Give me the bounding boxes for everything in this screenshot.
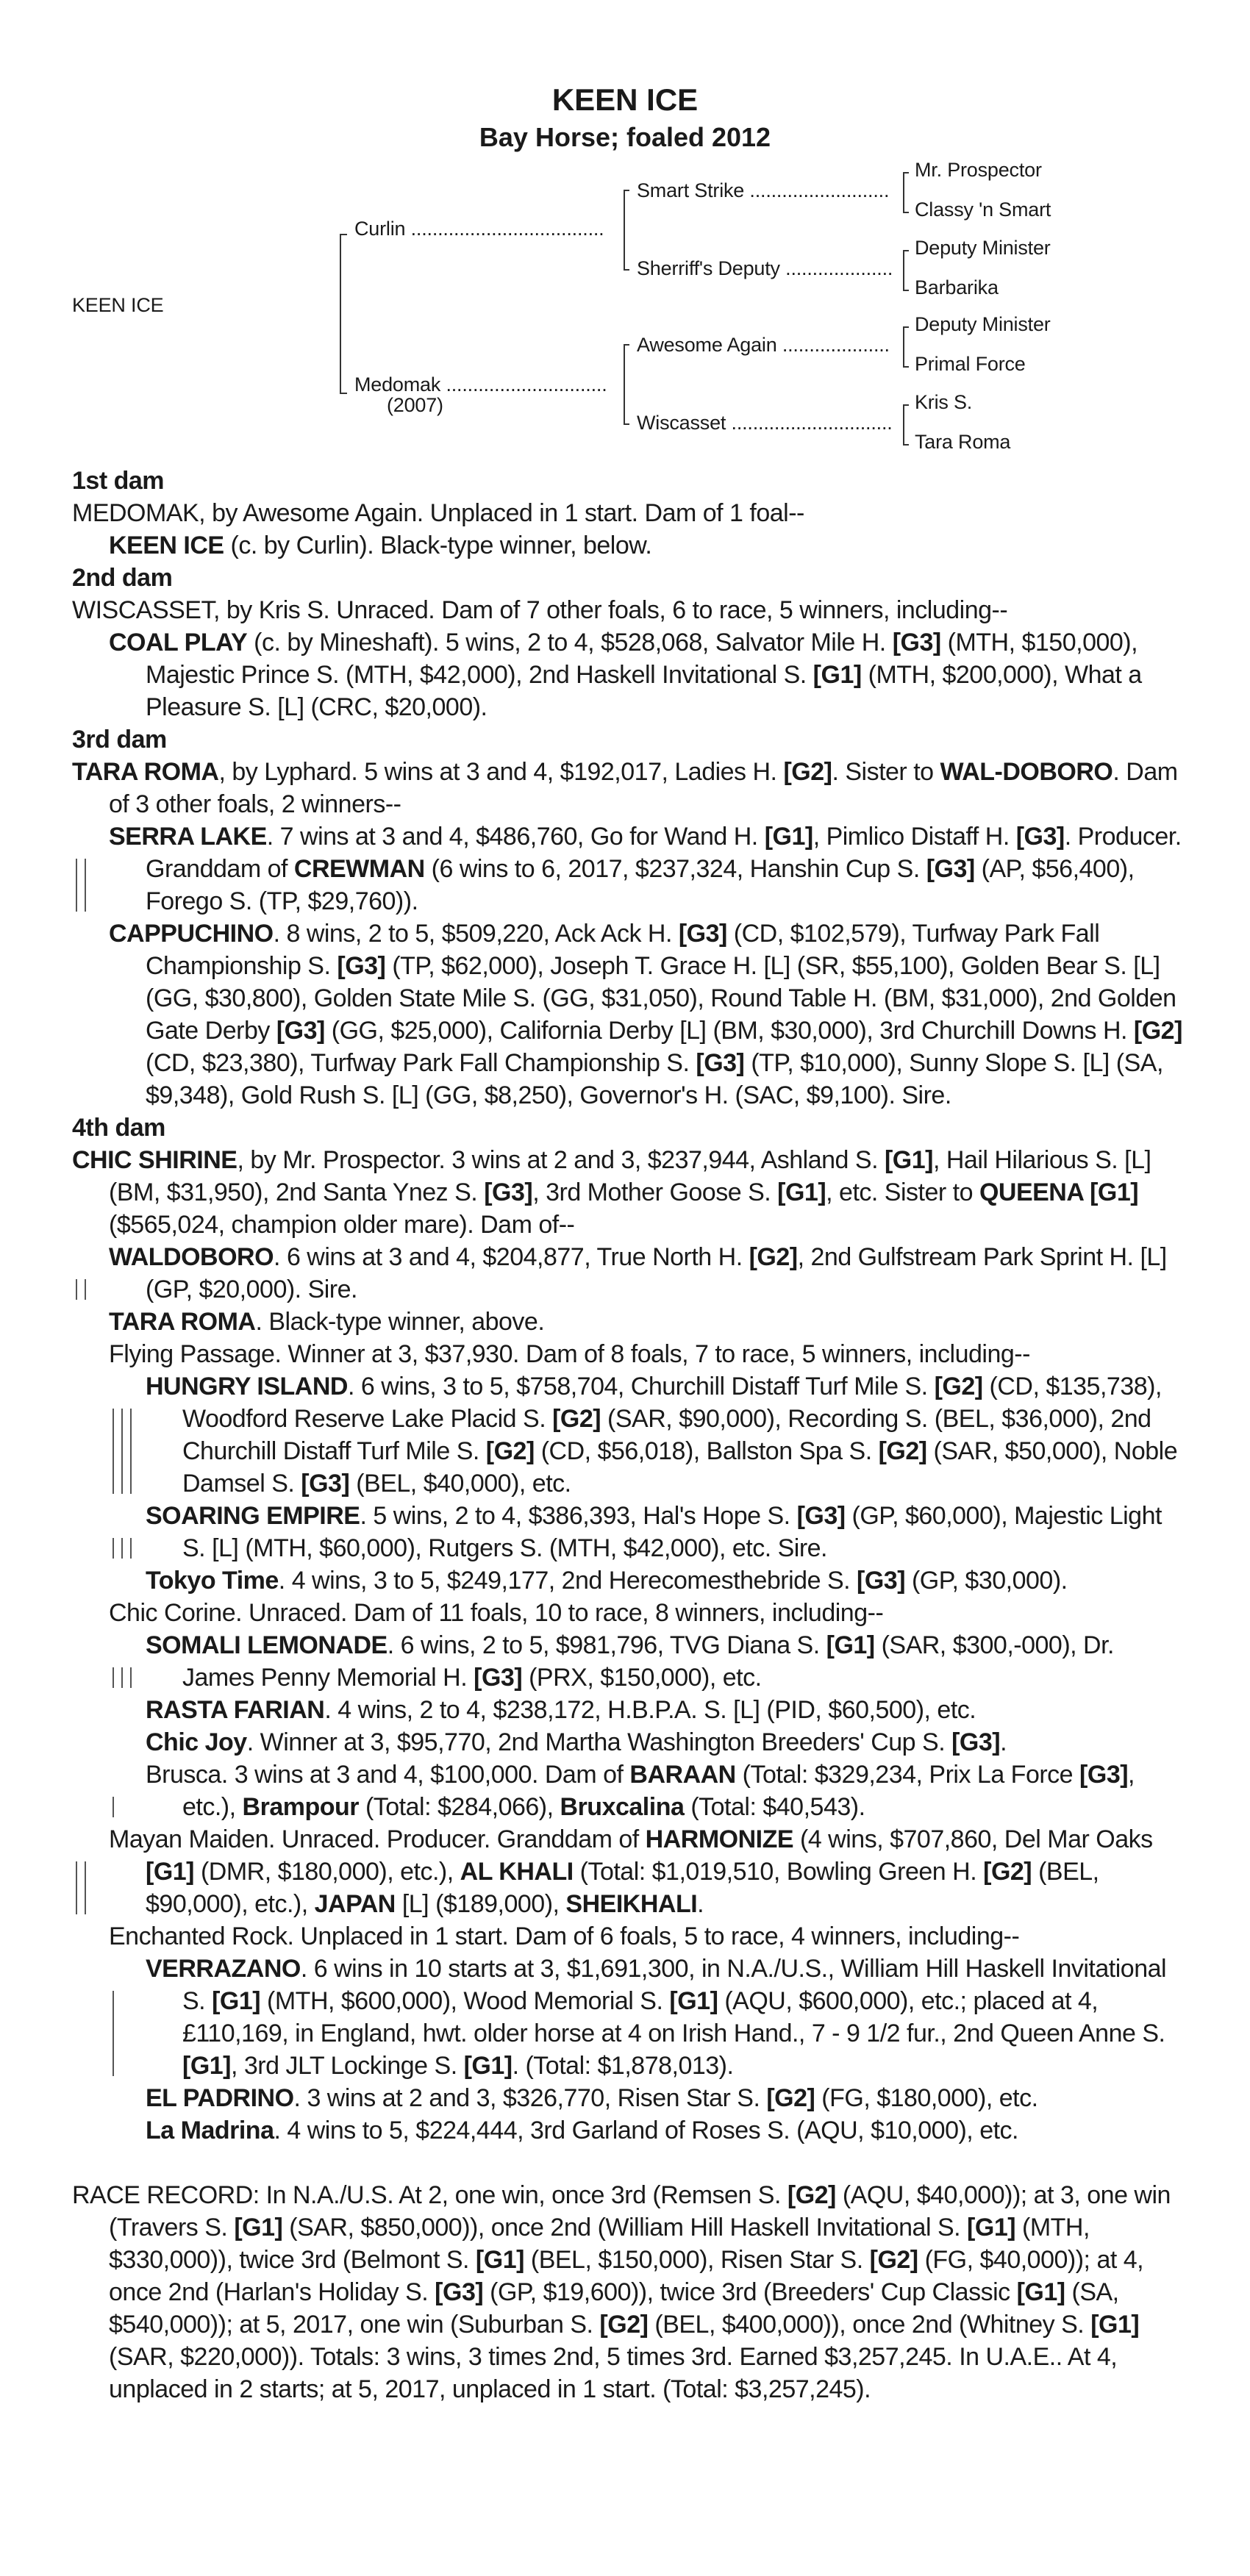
indent-rule: [113, 1538, 114, 1559]
indent-rule: [85, 1279, 86, 1300]
indent-rule: [113, 1667, 114, 1688]
pedigree-g3: Tara Roma: [915, 431, 1011, 453]
bracket-line: [624, 423, 629, 425]
bracket-line: [903, 290, 909, 291]
page-subtitle: Bay Horse; foaled 2012: [479, 122, 771, 152]
pedigree-dam: Medomak ..............................: [354, 373, 607, 396]
bracket-line: [903, 366, 909, 368]
bracket-line: [903, 172, 904, 213]
pedigree-g3: Deputy Minister: [915, 237, 1051, 259]
pedigree-entry: RASTA FARIAN. 4 wins, 2 to 4, $238,172, H.B.P.A. S. [L] (PID, $60,500), etc.: [146, 1696, 976, 1724]
pedigree-sire: Curlin ....................................: [354, 218, 604, 240]
pedigree-entry: CAPPUCHINO. 8 wins, 2 to 5, $509,220, Ack Ack H. [G3] (CD, $102,579), Turfway Park Fall Championship S. [G3] (TP, $62,000), Joseph T. Grace H. [L] (SR, $55,100), Golden Bear S. [L] (GG, $30,800), Golden State Mile S. (GG, $31,050), Round Table H. (BM, $31,000), 2nd Golden Gate Derby [G3] (GG, $25,000), California Derby [L] (BM, $30,000), 3rd Churchill Downs H. [G2] (CD, $23,380), Turfway Park Fall Championship S. [G3] (TP, $10,000), Sunny Slope S. [L] (SA, $9,348), Gold Rush S. [L] (GG, $8,250), Governor's H. (SAC, $9,100). Sire.: [109, 920, 1182, 1109]
indent-rule: [130, 1667, 132, 1688]
indent-rule: [113, 1797, 114, 1817]
bracket-line: [624, 269, 629, 271]
pedigree-g3: Deputy Minister: [915, 313, 1051, 335]
indent-rule: [121, 1667, 123, 1688]
bracket-line: [903, 404, 904, 446]
pedigree-entry: Tokyo Time. 4 wins, 3 to 5, $249,177, 2nd Herecomesthebride S. [G3] (GP, $30,000).: [146, 1567, 1068, 1595]
pedigree-entry: Chic Corine. Unraced. Dam of 11 foals, 10 to race, 8 winners, including--: [109, 1599, 884, 1627]
bracket-line: [340, 393, 347, 394]
pedigree-entry: MEDOMAK, by Awesome Again. Unplaced in 1 start. Dam of 1 foal--: [72, 499, 804, 527]
section-heading: 2nd dam: [72, 564, 173, 592]
pedigree-dam-dam: Wiscasset ..............................: [637, 412, 893, 434]
bracket-line: [903, 444, 909, 446]
bracket-line: [624, 190, 629, 191]
bracket-line: [624, 344, 625, 425]
bracket-line: [624, 344, 629, 346]
pedigree-entry: La Madrina. 4 wins to 5, $224,444, 3rd Garland of Roses S. (AQU, $10,000), etc.: [146, 2117, 1018, 2144]
indent-rule: [76, 1861, 77, 1914]
pedigree-entry: Brusca. 3 wins at 3 and 4, $100,000. Dam of BARAAN (Total: $329,234, Prix La Force [G3], etc.), Brampour (Total: $284,066), Bruxcalina (Total: $40,543).: [72, 1759, 1182, 1823]
indent-rule: [113, 1409, 114, 1494]
indent-rule: [130, 1409, 132, 1494]
indent-rule: [121, 1538, 123, 1559]
pedigree-entry: KEEN ICE (c. by Curlin). Black-type winner, below.: [109, 532, 652, 559]
pedigree-g3: Classy 'n Smart: [915, 198, 1051, 221]
bracket-line: [903, 212, 909, 213]
section-heading: 4th dam: [72, 1114, 165, 1142]
bracket-line: [903, 250, 904, 291]
pedigree-entry: TARA ROMA. Black-type winner, above.: [109, 1308, 545, 1336]
section-heading: 3rd dam: [72, 726, 167, 754]
bracket-line: [903, 250, 909, 251]
bracket-line: [624, 190, 625, 271]
pedigree-entry: Flying Passage. Winner at 3, $37,930. Dam of 8 foals, 7 to race, 5 winners, including--: [109, 1340, 1030, 1368]
pedigree-entry: COAL PLAY (c. by Mineshaft). 5 wins, 2 to 4, $528,068, Salvator Mile H. [G3] (MTH, $150,000), Majestic Prince S. (MTH, $42,000), 2nd Haskell Invitational S. [G1] (MTH, $200,000), What a Pleasure S. [L] (CRC, $20,000).: [109, 629, 1142, 721]
bracket-line: [340, 234, 347, 235]
indent-rule: [85, 859, 86, 912]
pedigree-entry: WISCASSET, by Kris S. Unraced. Dam of 7 other foals, 6 to race, 5 winners, including--: [72, 596, 1008, 624]
indent-rule: [121, 1409, 123, 1494]
bracket-line: [903, 326, 909, 328]
bracket-line: [903, 326, 904, 368]
section-heading: 1st dam: [72, 467, 164, 495]
pedigree-sire-dam: Sherriff's Deputy ....................: [637, 257, 893, 279]
bracket-line: [903, 172, 909, 173]
pedigree-entry: SOMALI LEMONADE. 6 wins, 2 to 5, $981,796, TVG Diana S. [G1] (SAR, $300,-000), Dr. James Penny Memorial H. [G3] (PRX, $150,000), etc.: [72, 1629, 1182, 1694]
pedigree-entry: VERRAZANO. 6 wins in 10 starts at 3, $1,691,300, in N.A./U.S., William Hill Haskell Invitational S. [G1] (MTH, $600,000), Wood Memorial S. [G1] (AQU, $600,000), etc.; placed at 4, £110,169, in England, hwt. older horse at 4 on Irish Hand., 7 - 9 1/2 fur., 2nd Queen Anne S. [G1], 3rd JLT Lockinge S. [G1]. (Total: $1,878,013).: [72, 1953, 1182, 2082]
family-notes: [72, 465, 1182, 2405]
bracket-line: [340, 234, 341, 394]
pedigree-subject: KEEN ICE: [72, 294, 164, 316]
pedigree-dam-year: (2007): [387, 394, 443, 416]
pedigree-entry: Mayan Maiden. Unraced. Producer. Granddam of HARMONIZE (4 wins, $707,860, Del Mar Oaks [G1] (DMR, $180,000), etc.), AL KHALI (Total: $1,019,510, Bowling Green H. [G2] (BEL, $90,000), etc.), JAPAN [L] ($189,000), SHEIKHALI.: [72, 1823, 1182, 1920]
pedigree-g3: Barbarika: [915, 276, 999, 298]
indent-rule: [85, 1861, 86, 1914]
pedigree-entry: EL PADRINO. 3 wins at 2 and 3, $326,770, Risen Star S. [G2] (FG, $180,000), etc.: [146, 2084, 1038, 2112]
indent-rule: [76, 1279, 77, 1300]
pedigree-entry: WALDOBORO. 6 wins at 3 and 4, $204,877, True North H. [G2], 2nd Gulfstream Park Sprint H. [L] (GP, $20,000). Sire.: [72, 1241, 1182, 1306]
indent-rule: [76, 859, 77, 912]
pedigree-dam-sire: Awesome Again ....................: [637, 334, 890, 356]
pedigree-entry: CHIC SHIRINE, by Mr. Prospector. 3 wins at 2 and 3, $237,944, Ashland S. [G1], Hail Hilarious S. [L] (BM, $31,950), 2nd Santa Ynez S. [G3], 3rd Mother Goose S. [G1], etc. Sister to QUEENA [G1] ($565,024, champion older mare). Dam of--: [72, 1146, 1151, 1239]
pedigree-g3: Mr. Prospector: [915, 159, 1042, 181]
page-title: KEEN ICE: [551, 82, 699, 117]
pedigree-g3: Primal Force: [915, 353, 1026, 375]
pedigree-entry: TARA ROMA, by Lyphard. 5 wins at 3 and 4, $192,017, Ladies H. [G2]. Sister to WAL-DOBORO. Dam of 3 other foals, 2 winners--: [72, 758, 1178, 818]
pedigree-entry: SERRA LAKE. 7 wins at 3 and 4, $486,760, Go for Wand H. [G1], Pimlico Distaff H. [G3]. Producer. Granddam of CREWMAN (6 wins to 6, 2017, $237,324, Hanshin Cup S. [G3] (AP, $56,400), Forego S. (TP, $29,760)).: [72, 820, 1182, 917]
indent-rule: [113, 1991, 114, 2076]
pedigree-entry: Enchanted Rock. Unplaced in 1 start. Dam of 6 foals, 5 to race, 4 winners, including--: [109, 1922, 1020, 1950]
pedigree-entry: HUNGRY ISLAND. 6 wins, 3 to 5, $758,704, Churchill Distaff Turf Mile S. [G2] (CD, $135,738), Woodford Reserve Lake Placid S. [G2] (SAR, $90,000), Recording S. (BEL, $36,000), 2nd Churchill Distaff Turf Mile S. [G2] (CD, $56,018), Ballston Spa S. [G2] (SAR, $50,000), Noble Damsel S. [G3] (BEL, $40,000), etc.: [72, 1370, 1182, 1500]
pedigree-entry: SOARING EMPIRE. 5 wins, 2 to 4, $386,393, Hal's Hope S. [G3] (GP, $60,000), Majestic Light S. [L] (MTH, $60,000), Rutgers S. (MTH, $42,000), etc. Sire.: [72, 1500, 1182, 1564]
race-record: RACE RECORD: In N.A./U.S. At 2, one win, once 3rd (Remsen S. [G2] (AQU, $40,000)); at 3, one win (Travers S. [G1] (SAR, $850,000)), once 2nd (William Hill Haskell Invitational S. [G1] (MTH, $330,000)), twice 3rd (Belmont S. [G1] (BEL, $150,000), Risen Star S. [G2] (FG, $40,000)); at 4, once 2nd (Harlan's Holiday S. [G3] (GP, $19,600)), twice 3rd (Breeders' Cup Classic [G1] (SA, $540,000)); at 5, 2017, one win (Suburban S. [G2] (BEL, $400,000)), once 2nd (Whitney S. [G1] (SAR, $220,000)). Totals: 3 wins, 3 times 2nd, 5 times 3rd. Earned $3,257,245. In U.A.E.. At 4, unplaced in 2 starts; at 5, 2017, unplaced in 1 start. (Total: $3,257,245).: [72, 2181, 1171, 2403]
pedigree-g3: Kris S.: [915, 391, 973, 413]
pedigree-entry: Chic Joy. Winner at 3, $95,770, 2nd Martha Washington Breeders' Cup S. [G3].: [146, 1728, 1007, 1756]
pedigree-sire-sire: Smart Strike ..........................: [637, 179, 890, 201]
indent-rule: [130, 1538, 132, 1559]
bracket-line: [903, 404, 909, 406]
